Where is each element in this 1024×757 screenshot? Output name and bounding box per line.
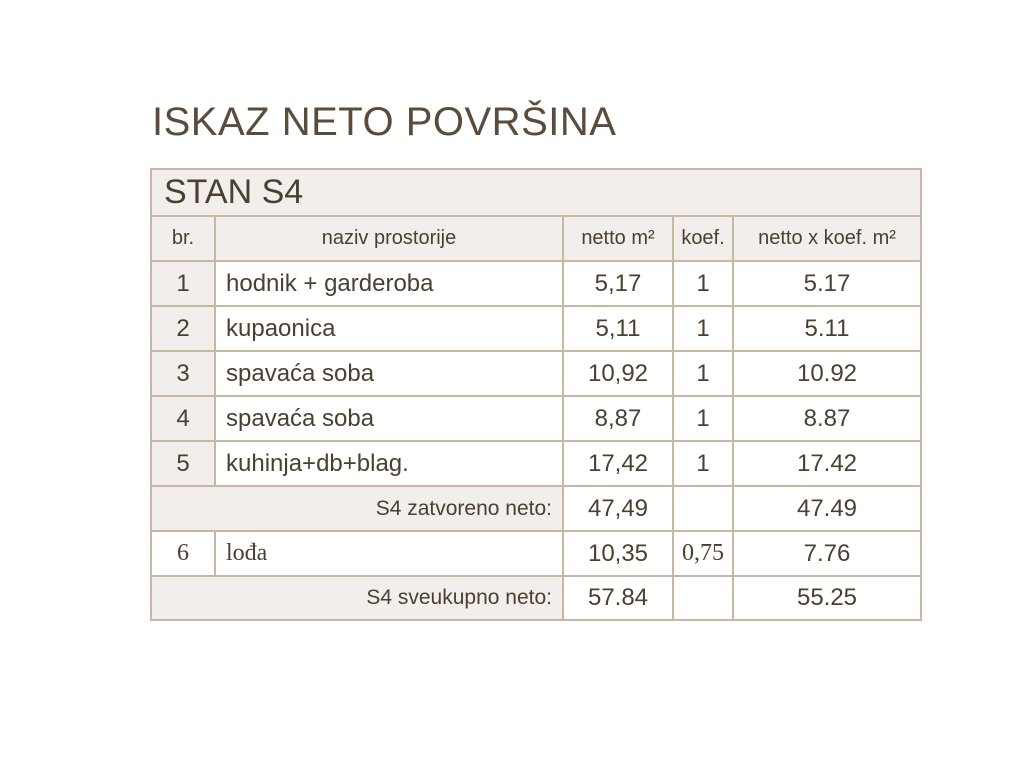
koef-value: 1 — [674, 352, 734, 395]
netto-koef-value: 8.87 — [803, 404, 851, 432]
room-name: spavaća soba — [216, 352, 564, 395]
netto-value: 17,42 — [564, 442, 674, 485]
table-row — [152, 442, 920, 487]
grand-total-netto-koef: 55.25 — [796, 584, 858, 611]
row-number: 2 — [152, 307, 216, 350]
table-row — [152, 262, 920, 307]
netto-value: 10,92 — [564, 352, 674, 395]
closed-total-label: S4 zatvoreno neto: — [152, 487, 564, 530]
row-number: 5 — [152, 442, 216, 485]
netto-koef-value: 5.17 — [803, 269, 851, 297]
netto-koef-value: 10.92 — [796, 359, 858, 387]
grand-total-row — [152, 577, 920, 619]
netto-koef-value: 17.42 — [796, 449, 858, 477]
row-number: 4 — [152, 397, 216, 440]
netto-value: 5,11 — [564, 307, 674, 350]
room-name: hodnik + garderoba — [216, 262, 564, 305]
column-header-row — [152, 217, 920, 262]
unit-label: STAN S4 — [164, 173, 304, 211]
row-number: 6 — [152, 532, 216, 575]
row-number: 1 — [152, 262, 216, 305]
page-title: ISKAZ NETO POVRŠINA — [152, 100, 617, 144]
row-number: 3 — [152, 352, 216, 395]
table-row — [152, 352, 920, 397]
koef-value: 1 — [674, 397, 734, 440]
grand-total-label: S4 sveukupno neto: — [152, 577, 564, 619]
grand-total-netto: 57.84 — [564, 577, 674, 619]
header-netto-koef: netto x koef. m² — [758, 227, 896, 249]
room-name: spavaća soba — [216, 397, 564, 440]
koef-value: 1 — [674, 262, 734, 305]
header-br: br. — [152, 217, 216, 260]
header-naziv: naziv prostorije — [216, 217, 564, 260]
koef-value: 1 — [674, 442, 734, 485]
closed-total-netto: 47,49 — [564, 487, 674, 530]
unit-header-row — [152, 170, 920, 217]
header-netto: netto m² — [564, 217, 674, 260]
closed-total-koef-empty — [674, 487, 734, 530]
netto-koef-value: 5.11 — [804, 314, 850, 342]
room-name: kuhinja+db+blag. — [216, 442, 564, 485]
loggia-row — [152, 532, 920, 577]
netto-value: 8,87 — [564, 397, 674, 440]
closed-total-row — [152, 487, 920, 532]
table-row — [152, 307, 920, 352]
area-table — [150, 168, 922, 621]
header-koef: koef. — [674, 217, 734, 260]
grand-total-koef-empty — [674, 577, 734, 619]
netto-koef-value: 7.76 — [803, 539, 851, 567]
netto-value: 5,17 — [564, 262, 674, 305]
room-name: lođa — [216, 532, 564, 575]
koef-value: 1 — [674, 307, 734, 350]
netto-value: 10,35 — [564, 532, 674, 575]
closed-total-netto-koef: 47.49 — [796, 494, 858, 522]
koef-value: 0,75 — [674, 532, 734, 575]
table-row — [152, 397, 920, 442]
room-name: kupaonica — [216, 307, 564, 350]
